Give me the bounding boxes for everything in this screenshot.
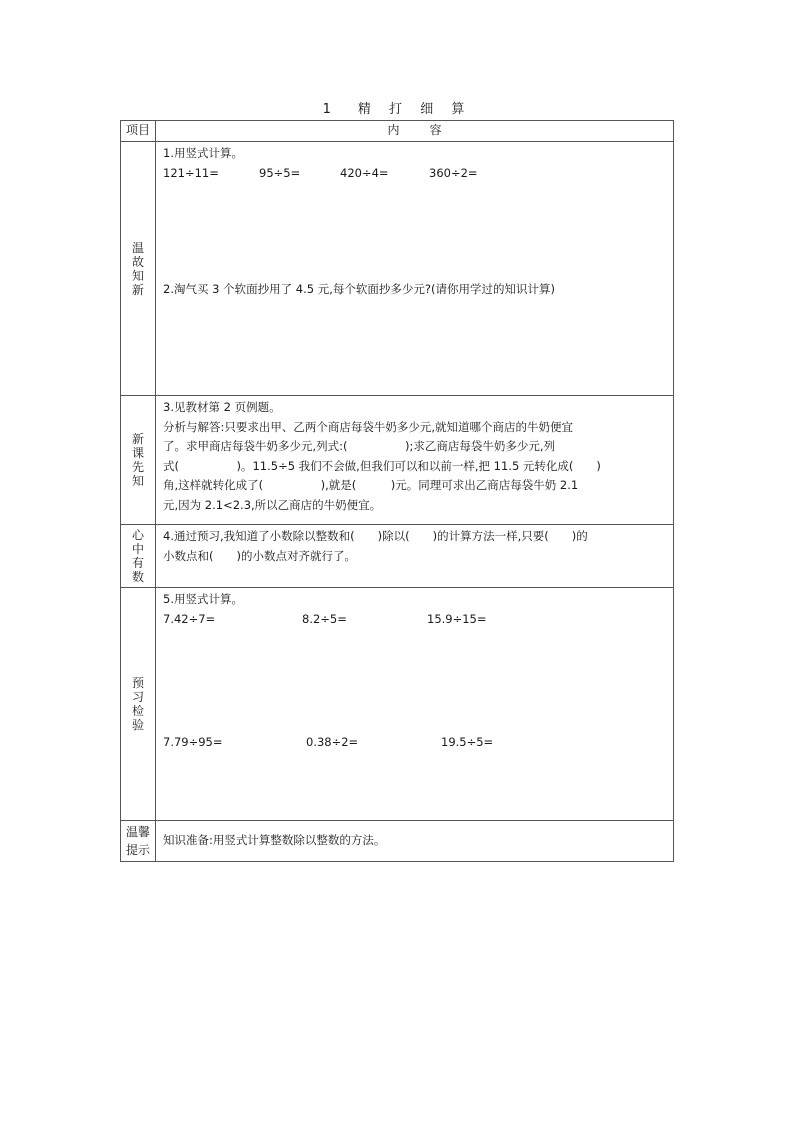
calc-row	[163, 610, 667, 630]
text-line: 分析与解答:只要求出甲、乙两个商店每袋牛奶多少元,就知道哪个商店的牛奶便宜	[163, 419, 574, 434]
section-content	[156, 588, 674, 821]
section-label: 温 故 知 新	[121, 142, 156, 396]
text-line: 小数点和( )的小数点对齐就行了。	[163, 548, 356, 563]
section-content	[156, 525, 674, 588]
question-5: 5.用竖式计算。	[163, 592, 243, 606]
calc-item: 420÷4=	[340, 165, 389, 180]
answer-space	[163, 629, 667, 694]
section-content	[156, 821, 674, 862]
calc-row	[163, 164, 667, 184]
text-line: 4.通过预习,我知道了小数除以整数和( )除以( )的计算方法一样,只要( )的	[163, 529, 588, 543]
calc-item: 19.5÷5=	[441, 735, 494, 749]
tip-text: 知识准备:用竖式计算整数除以整数的方法。	[163, 833, 386, 848]
calc-item: 8.2÷5=	[302, 611, 347, 626]
calc-item: 7.42÷7=	[163, 611, 216, 626]
calc-item: 121÷11=	[163, 165, 219, 180]
calc-item: 0.38÷2=	[306, 735, 359, 749]
text-line: 元,因为 2.1<2.3,所以乙商店的牛奶便宜。	[163, 497, 382, 512]
section-label: 预 习 检 验	[121, 588, 156, 821]
calc-item: 7.79÷95=	[163, 735, 223, 749]
worksheet-table	[120, 120, 674, 862]
section-new-lesson	[121, 396, 674, 525]
question-2: 2.淘气买 3 个软面抄用了 4.5 元,每个软面抄多少元?(请你用学过的知识计算)	[163, 282, 555, 296]
section-review	[121, 142, 674, 396]
text-line: 3.见教材第 2 页例题。	[163, 400, 281, 414]
section-preview-check	[121, 588, 674, 821]
section-summary	[121, 525, 674, 588]
text-line: 式( )。11.5÷5 我们不会做,但我们可以和以前一样,把 11.5 元转化成( )	[163, 458, 601, 473]
text-line: 角,这样就转化成了( ),就是( )元。同理可求出乙商店每袋牛奶 2.1	[163, 478, 579, 492]
section-label: 温馨 提示	[121, 821, 156, 862]
header-item: 项目	[121, 121, 156, 142]
section-label: 新 课 先 知	[121, 396, 156, 525]
header-content: 内容	[156, 121, 674, 142]
section-content	[156, 396, 674, 525]
answer-space	[163, 183, 667, 280]
calc-row	[163, 733, 667, 753]
section-content	[156, 142, 674, 396]
section-label: 心 中 有 数	[121, 525, 156, 588]
calc-item: 360÷2=	[429, 165, 478, 180]
question-1: 1.用竖式计算。	[163, 146, 243, 160]
section-tip	[121, 821, 674, 862]
calc-item: 15.9÷15=	[427, 611, 487, 626]
text-line: 了。求甲商店每袋牛奶多少元,列式:( );求乙商店每袋牛奶多少元,列	[163, 439, 556, 453]
calc-item: 95÷5=	[259, 165, 301, 180]
table-header-row	[121, 121, 674, 142]
page-title: 1 精 打 细 算	[322, 102, 472, 117]
